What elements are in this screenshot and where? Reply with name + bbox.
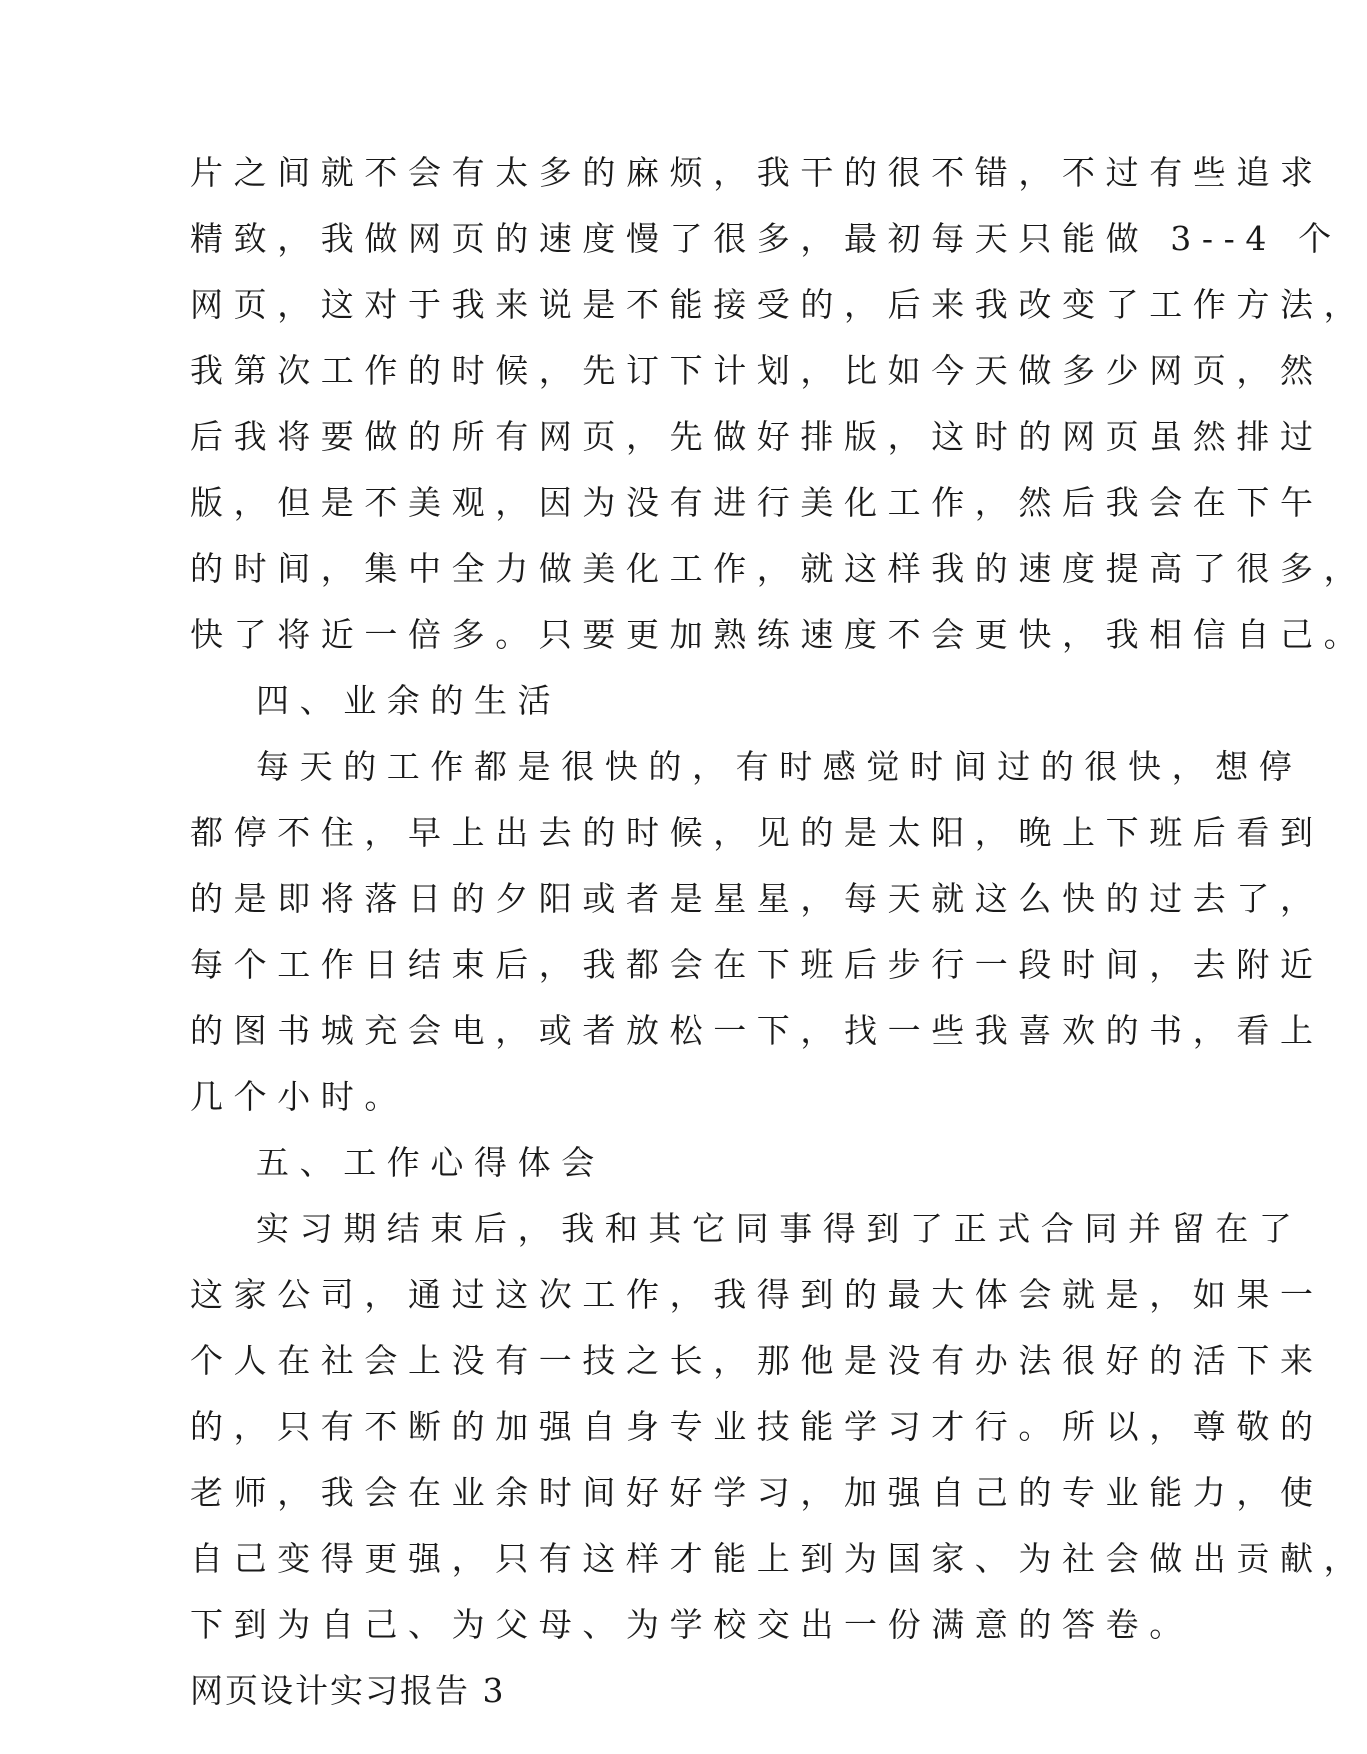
text-line: 个人在社会上没有一技之长，那他是没有办法很好的活下来 (190, 1341, 1324, 1380)
text-line: 自己变得更强，只有这样才能上到为国家、为社会做出贡献， (190, 1539, 1367, 1578)
text-line: 几个小时。 (190, 1077, 408, 1116)
body-text (190, 140, 1367, 1724)
text-line: 后我将要做的所有网页，先做好排版，这时的网页虽然排过 (190, 417, 1324, 456)
text-line: 每个工作日结束后，我都会在下班后步行一段时间，去附近 (190, 945, 1324, 984)
text-line: 这家公司，通过这次工作，我得到的最大体会就是，如果一 (190, 1275, 1324, 1314)
text-line: 网页，这对于我来说是不能接受的，后来我改变了工作方法， (190, 285, 1367, 324)
text-line: 五、工作心得体会 (256, 1143, 605, 1182)
text-line: 的时间，集中全力做美化工作，就这样我的速度提高了很多， (190, 549, 1367, 588)
text-line: 片之间就不会有太多的麻烦，我干的很不错，不过有些追求 (190, 153, 1324, 192)
text-line: 四、业余的生活 (256, 681, 562, 720)
text-line: 每天的工作都是很快的，有时感觉时间过的很快，想停 (256, 747, 1303, 786)
section-title: 网页设计实习报告 3 (190, 1671, 506, 1710)
text-line: 下到为自己、为父母、为学校交出一份满意的答卷。 (190, 1605, 1193, 1644)
text-line: 快了将近一倍多。只要更加熟练速度不会更快，我相信自己。 (190, 615, 1367, 654)
text-line: 老师，我会在业余时间好好学习，加强自己的专业能力，使 (190, 1473, 1324, 1512)
text-line: 精致，我做网页的速度慢了很多，最初每天只能做 3--4 个 (190, 219, 1342, 258)
text-line: 都停不住，早上出去的时候，见的是太阳，晚上下班后看到 (190, 813, 1324, 852)
text-line: 版，但是不美观，因为没有进行美化工作，然后我会在下午 (190, 483, 1324, 522)
text-line: 的，只有不断的加强自身专业技能学习才行。所以，尊敬的 (190, 1407, 1324, 1446)
text-line: 实习期结束后，我和其它同事得到了正式合同并留在了 (256, 1209, 1303, 1248)
text-line: 我第次工作的时候，先订下计划，比如今天做多少网页，然 (190, 351, 1324, 390)
text-line: 的图书城充会电，或者放松一下，找一些我喜欢的书，看上 (190, 1011, 1324, 1050)
text-line: 的是即将落日的夕阳或者是星星，每天就这么快的过去了， (190, 879, 1324, 918)
